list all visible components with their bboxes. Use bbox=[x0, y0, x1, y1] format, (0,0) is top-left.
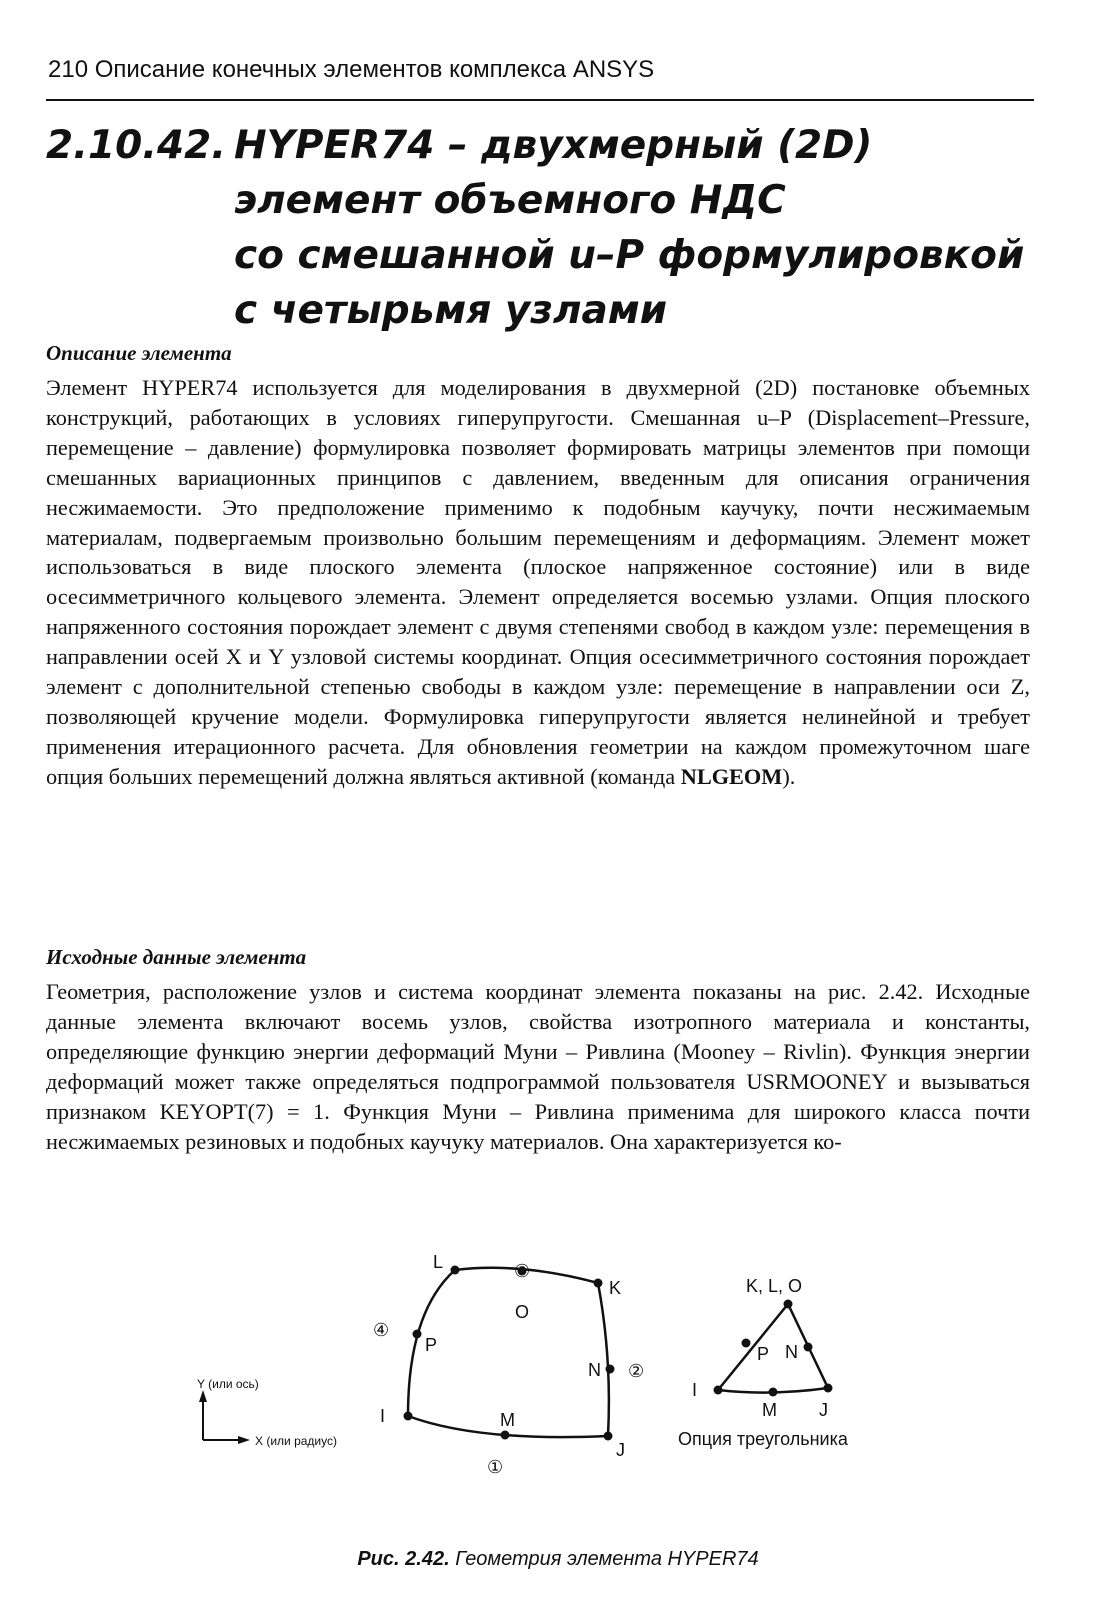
title-line-2: элемент объемного НДС bbox=[234, 178, 786, 223]
tri-label-p: P bbox=[757, 1344, 770, 1364]
input-data-heading: Исходные данные элемента bbox=[46, 945, 307, 969]
section-title-lines bbox=[234, 118, 1044, 338]
node-n bbox=[606, 1365, 615, 1374]
command-name: NLGEOM bbox=[680, 763, 783, 789]
x-axis-arrow-icon bbox=[238, 1436, 250, 1444]
description-paragraph bbox=[46, 373, 1030, 792]
section-number: 2.10.42. bbox=[46, 123, 227, 168]
tri-node-p bbox=[742, 1339, 751, 1348]
caption-text: Геометрия элемента HYPER74 bbox=[455, 1548, 759, 1570]
face-label-1: ① bbox=[487, 1457, 504, 1477]
node-k bbox=[594, 1279, 603, 1288]
figure-element-geometry bbox=[0, 1230, 1116, 1530]
face-label-2: ② bbox=[628, 1361, 645, 1381]
y-axis-arrow-icon bbox=[199, 1390, 207, 1402]
quad-element bbox=[373, 1252, 644, 1477]
y-axis-label: Y (или ось) bbox=[197, 1377, 259, 1391]
description-heading: Описание элемента bbox=[46, 341, 232, 365]
node-label-k: K bbox=[609, 1278, 622, 1298]
figure-caption bbox=[0, 1548, 1116, 1571]
tri-node-j bbox=[824, 1384, 833, 1393]
figure-drawing bbox=[0, 1230, 1116, 1540]
node-label-p: P bbox=[425, 1335, 438, 1355]
node-label-l: L bbox=[433, 1252, 444, 1272]
title-line-3: со смешанной u–P формулировкой bbox=[234, 233, 1025, 278]
title-line-1: HYPER74 – двухмерный (2D) bbox=[234, 123, 873, 168]
tri-node-klo bbox=[784, 1300, 793, 1309]
node-label-j: J bbox=[616, 1440, 625, 1460]
tri-label-klo: K, L, O bbox=[746, 1276, 803, 1296]
tri-label-m: M bbox=[762, 1400, 777, 1420]
node-label-m: M bbox=[500, 1410, 515, 1430]
coordinate-axes bbox=[197, 1377, 337, 1448]
triangle-element bbox=[678, 1276, 849, 1449]
node-label-o: O bbox=[515, 1302, 530, 1322]
x-axis-label: X (или радиус) bbox=[255, 1434, 337, 1448]
tri-node-m bbox=[769, 1388, 778, 1397]
triangle-caption: Опция треугольника bbox=[678, 1429, 848, 1449]
title-line-4: с четырьмя узлами bbox=[234, 288, 668, 333]
tri-node-i bbox=[714, 1386, 723, 1395]
running-head: 210 Описание конечных элементов комплекса ANSYS bbox=[48, 56, 655, 83]
face-label-4: ④ bbox=[373, 1320, 390, 1340]
node-label-i: I bbox=[380, 1406, 386, 1426]
node-j bbox=[604, 1432, 613, 1441]
face-label-3: ③ bbox=[514, 1261, 531, 1281]
node-l bbox=[451, 1266, 460, 1275]
description-text: Элемент HYPER74 используется для моделирования в двухмерной (2D) постановке объемных конструкций, работающих в условиях гиперупругости. Смешанная u–P (Displacement–Pressure, перемещение – давление) формулировка позволяет формировать матрицы элементов при помощи смешанных вариационных принципов с давлением, введенным для описания ограничения несжимаемости. Это предположение применимо к подобным каучуку, почти несжимаемым материалам, подвергаемым произвольно большим перемещениям и деформациям. Элемент может использоваться в виде плоского элемента (плоское напряженное состояние) или в виде осесимметричного кольцевого элемента. Элемент определяется восемью узлами. Опция плоского напряженного состояния порождает элемент с двумя степенями свобод в каждом узле: перемещения в направлении осей X и Y узловой системы координат. Опция осесимметричного состояния порождает элемент с дополнительной степенью свободы в каждом узле: перемещение в направлении оси Z, позволяющей кручение модели. Формулировка гиперупругости является нелинейной и требует применения итерационного расчета. Для обновления геометрии на каждом промежуточном шаге опция больших перемещений должна являться активной (команда bbox=[46, 375, 1030, 789]
tri-label-j: J bbox=[819, 1400, 828, 1420]
description-text-end: ). bbox=[782, 763, 796, 789]
header-rule bbox=[46, 99, 1034, 101]
node-m bbox=[501, 1431, 510, 1440]
caption-number: Рис. 2.42. bbox=[357, 1548, 450, 1570]
tri-label-i: I bbox=[692, 1380, 698, 1400]
tri-node-n bbox=[804, 1343, 813, 1352]
node-label-n: N bbox=[588, 1360, 601, 1380]
tri-label-n: N bbox=[785, 1342, 798, 1362]
input-data-paragraph: Геометрия, расположение узлов и система координат элемента показаны на рис. 2.42. Исходные данные элемента включают восемь узлов, свойства изотропного материала и константы, определяющие функцию энергии деформаций Муни – Ривлина (Mooney – Rivlin). Функция энергии деформаций может также определяться подпрограммой пользователя USRMOONEY и вызываться признаком KEYOPT(7) = 1. Функция Муни – Ривлина применима для широкого класса почти несжимаемых резиновых и подобных каучуку материалов. Она характеризуется ко- bbox=[46, 979, 1030, 1154]
node-i bbox=[404, 1412, 413, 1421]
node-p bbox=[413, 1330, 422, 1339]
